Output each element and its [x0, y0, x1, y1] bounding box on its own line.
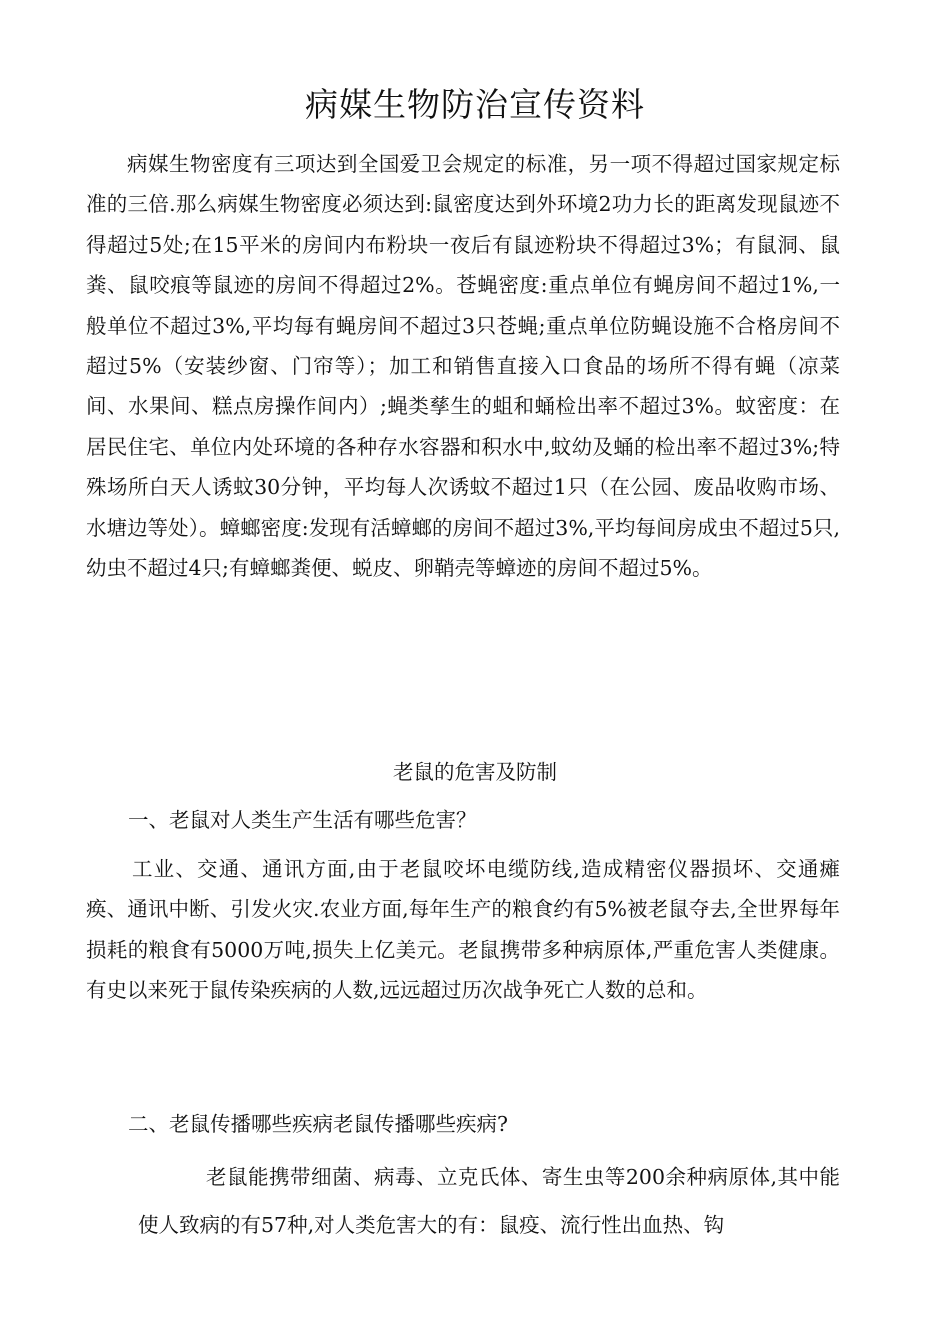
- intro-paragraph: 病媒生物密度有三项达到全国爱卫会规定的标准，另一项不得超过国家规定标准的三倍.那么病媒生物密度必须达到:鼠密度达到外环境2功力长的距离发现鼠迹不得超过5处;在15平米的房间内布粉块一夜后有鼠迹粉块不得超过3%；有鼠洞、鼠粪、鼠咬痕等鼠迹的房间不得超过2%。苍蝇密度:重点单位有蝇房间不超过1%,一般单位不超过3%,平均每有蝇房间不超过3只苍蝇;重点单位防蝇设施不合格房间不超过5%（安装纱窗、门帘等）；加工和销售直接入口食品的场所不得有蝇（凉菜间、水果间、糕点房操作间内）;蝇类孳生的蛆和蛹检出率不超过3%。蚊密度：在居民住宅、单位内处环境的各种存水容器和积水中,蚊幼及蛹的检出率不超过3%;特殊场所白天人诱蚊30分钟，平均每人次诱蚊不超过1只（在公园、废品收购市场、水塘边等处）。蟑螂密度:发现有活蟑螂的房间不超过3%,平均每间房成虫不超过5只,幼虫不超过4只;有蟑螂粪便、蜕皮、卵鞘壳等蟑迹的房间不超过5%。: [86, 152, 840, 581]
- answer-2-paragraph: 老鼠能携带细菌、病毒、立克氏体、寄生虫等200余种病原体,其中能使人致病的有57种,对人类危害大的有：鼠疫、流行性出血热、钩: [138, 1165, 840, 1237]
- question-2-heading: 二、老鼠传播哪些疾病老鼠传播哪些疾病?: [128, 1112, 508, 1136]
- question-1-heading: 一、老鼠对人类生产生活有哪些危害？: [128, 808, 477, 832]
- answer-1-paragraph: 工业、交通、通讯方面,由于老鼠咬坏电缆防线,造成精密仪器损坏、交通瘫痪、通讯中断、引发火灾.农业方面,每年生产的粮食约有5%被老鼠夺去,全世界每年损耗的粮食有5000万吨,损失上亿美元。老鼠携带多种病原体,严重危害人类健康。有史以来死于鼠传染疾病的人数,远远超过历次战争死亡人数的总和。: [86, 857, 840, 1003]
- section-heading: 老鼠的危害及防制: [393, 760, 557, 784]
- document-title: 病媒生物防治宣传资料: [305, 85, 645, 124]
